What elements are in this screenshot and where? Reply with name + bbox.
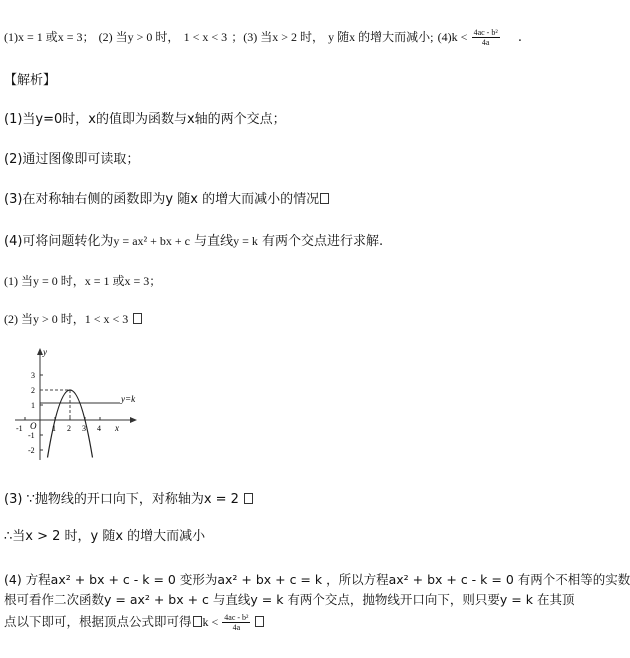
answer-part-2a: (2) 当y > 0 时， xyxy=(98,30,180,44)
origin-label: O xyxy=(30,421,37,431)
answer-fraction xyxy=(472,28,500,47)
answer-fraction-numerator: 4ac - b² xyxy=(473,28,498,37)
analysis-line-4e: 有两个交点进行求解. xyxy=(257,234,384,249)
answer-part-3a: ；(3) 当x > 2 时， xyxy=(231,30,325,44)
x-tick-2: 2 xyxy=(67,424,71,433)
missing-glyph-box xyxy=(244,493,253,504)
analysis-line-2: (2)通过图像即可读取； xyxy=(4,152,140,167)
answer-part-1: (1)x = 1 或x = 3； xyxy=(4,30,95,44)
analysis-line-4c: 与直线 xyxy=(189,234,234,249)
analysis-line-7-text: (3) ∵抛物线的开口向下，对称轴为x = 2 xyxy=(4,492,239,507)
analysis-line-8: ∴当x > 2 时，y 随x 的增大而减小 xyxy=(4,529,206,544)
analysis-line-11a: 点以下即可，根据顶点公式即可得 xyxy=(4,614,192,629)
analysis-line-11 xyxy=(4,613,265,632)
answer-part-3b: y 随x 的增大而减小; xyxy=(328,30,434,44)
y-tick-2: 2 xyxy=(31,386,35,395)
parabola-graph xyxy=(10,345,145,470)
answer-part-4: (4)k < xyxy=(437,30,468,44)
analysis-line-6-text: (2) 当y > 0 时，1 < x < 3 xyxy=(4,312,129,326)
analysis-line-7 xyxy=(4,491,254,509)
line-y-equals-k-label: y=k xyxy=(121,394,136,404)
y-tick-1: 1 xyxy=(31,401,35,410)
analysis-line-6 xyxy=(4,310,143,329)
answer-part-2b: 1 < x < 3 xyxy=(183,30,228,44)
analysis-line-9: (4) 方程ax² + bx + c - k = 0 变形为ax² + bx + c = k ，所以方程ax² + bx + c - k = 0 有两个不相等的实数 xyxy=(4,572,630,587)
answer-line xyxy=(4,28,522,47)
analysis-line-3-text: (3)在对称轴右侧的函数即为y 随x 的增大而减小的情况 xyxy=(4,192,320,207)
missing-glyph-box xyxy=(133,313,142,324)
analysis-line-4d: y = k xyxy=(233,234,258,248)
y-tick-neg2: -2 xyxy=(28,446,35,455)
analysis-line-10: 根可看作二次函数y = ax² + bx + c 与直线y = k 有两个交点，抛物线开口向下，则只要y = k 在其顶 xyxy=(4,592,575,607)
y-tick-3: 3 xyxy=(31,371,35,380)
analysis-fraction-denominator: 4a xyxy=(232,623,241,632)
x-axis-label: x xyxy=(115,423,119,433)
analysis-line-4b: y = ax² + bx + c xyxy=(113,234,190,248)
x-tick-1: 1 xyxy=(52,424,56,433)
x-tick-3: 3 xyxy=(82,424,86,433)
x-axis-arrow xyxy=(130,417,137,423)
analysis-fraction-numerator: 4ac - b² xyxy=(224,613,249,622)
missing-glyph-box xyxy=(193,616,202,627)
y-axis-label: y xyxy=(43,347,47,357)
analysis-line-1: (1)当y=0时，x的值即为函数与x轴的两个交点； xyxy=(4,112,286,127)
analysis-line-5: (1) 当y = 0 时，x = 1 或x = 3； xyxy=(4,274,162,288)
y-tick-neg1: -1 xyxy=(28,431,35,440)
missing-glyph-box xyxy=(320,193,329,204)
answer-end: . xyxy=(517,30,523,45)
analysis-fraction xyxy=(222,613,250,632)
analysis-heading: 【解析】 xyxy=(4,73,57,88)
analysis-line-4 xyxy=(4,232,383,251)
analysis-line-3 xyxy=(4,191,330,209)
answer-fraction-denominator: 4a xyxy=(481,38,490,47)
analysis-line-4a: (4)可将问题转化为 xyxy=(4,234,114,249)
missing-glyph-box xyxy=(255,616,264,627)
analysis-line-11b: k < xyxy=(202,615,219,629)
x-tick-4: 4 xyxy=(97,424,101,433)
x-tick-neg1: -1 xyxy=(16,424,23,433)
